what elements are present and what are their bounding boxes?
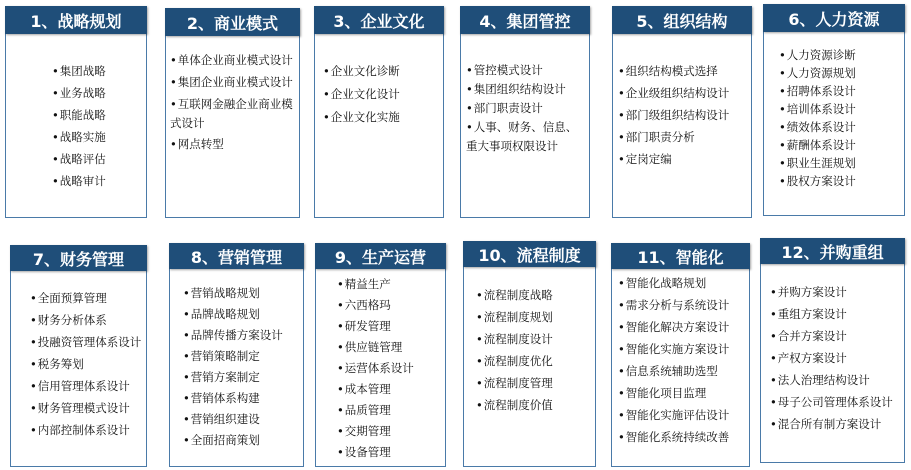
card-merger-list [770,283,893,434]
card-process-list [476,286,553,415]
list-item: •流程制度管理 [476,376,553,390]
list-item: •流程制度价值 [476,398,553,412]
list-item: •企业文化实施 [323,110,400,124]
card-intelligence-list [618,274,729,447]
card-org-structure-list [618,62,729,169]
list-item: •流程制度优化 [476,354,553,368]
list-item: •管控模式设计 [466,63,543,77]
list-item: •智能化项目监理 [618,386,707,400]
list-item: •投融资管理体系设计 [30,335,142,349]
card-business-model-list [170,51,298,154]
card-business-model-title: 2、商业模式 [165,8,300,36]
card-process-title: 10、流程制度 [463,241,596,267]
list-item: •并购方案设计 [770,285,847,299]
list-item: •品质管理 [337,403,391,417]
card-marketing-title: 8、营销管理 [169,243,304,269]
list-item: •企业级组织结构设计 [618,86,730,100]
list-item: •绩效体系设计 [779,120,856,134]
list-item: •集团战略 [52,64,106,78]
list-item: •战略审计 [52,174,106,188]
list-item: •法人治理结构设计 [770,373,870,387]
list-item: •定岗定编 [618,152,672,166]
list-item: •需求分析与系统设计 [618,298,730,312]
card-org-structure-title: 5、组织结构 [612,6,752,34]
list-item: •信用管理体系设计 [30,379,130,393]
list-item: •部门级组织结构设计 [618,108,730,122]
card-hr-title: 6、人力资源 [763,4,905,32]
list-item: •营销策略制定 [183,349,260,363]
list-item: •集团企业商业模式设计 [170,75,293,89]
list-item: •精益生产 [337,277,391,291]
list-item: •职能战略 [52,108,106,122]
list-item: •单体企业商业模式设计 [170,53,293,67]
list-item: •薪酬体系设计 [779,138,856,152]
card-group-control-list [466,61,588,156]
card-intelligence-title: 11、智能化 [611,243,750,269]
card-finance-title: 7、财务管理 [10,245,147,271]
list-item: •财务分析体系 [30,313,107,327]
list-item: •混合所有制方案设计 [770,417,882,431]
list-item: •智能化解决方案设计 [618,320,730,334]
list-item: •企业文化设计 [323,87,400,101]
card-strategy-title: 1、战略规划 [5,6,147,34]
list-item: •营销组织建设 [183,412,260,426]
list-item: •研发管理 [337,319,391,333]
list-item: •产权方案设计 [770,351,847,365]
list-item: •信息系统辅助选型 [618,364,718,378]
list-item: •战略实施 [52,130,106,144]
list-item: •智能化系统持续改善 [618,430,730,444]
card-finance-list [30,289,141,440]
card-production-list [337,275,414,462]
list-item: •人力资源诊断 [779,48,856,62]
list-item: •全面预算管理 [30,291,107,305]
list-item: •运营体系设计 [337,361,414,375]
list-item: •合并方案设计 [770,329,847,343]
list-item: •成本管理 [337,382,391,396]
list-item: •交期管理 [337,424,391,438]
list-item: •流程制度设计 [476,332,553,346]
card-merger-title: 12、并购重组 [760,238,905,264]
card-strategy-list [52,62,106,191]
list-item: •流程制度战略 [476,288,553,302]
card-marketing-list [183,284,283,450]
list-item: •六西格玛 [337,298,391,312]
card-group-control-title: 4、集团管控 [460,6,590,34]
list-item: •人事、财务、信息、重大事项权限设计 [466,120,578,153]
list-item: •供应链管理 [337,340,403,354]
list-item: •重组方案设计 [770,307,847,321]
list-item: •品牌传播方案设计 [183,328,283,342]
list-item: •职业生涯规划 [779,156,856,170]
list-item: •智能化战略规划 [618,276,707,290]
list-item: •互联网金融企业商业模式设计 [170,97,293,130]
list-item: •人力资源规划 [779,66,856,80]
list-item: •母子公司管理体系设计 [770,395,893,409]
card-hr-list [779,46,856,190]
list-item: •战略评估 [52,152,106,166]
list-item: •全面招商策划 [183,433,260,447]
list-item: •业务战略 [52,86,106,100]
list-item: •营销体系构建 [183,391,260,405]
list-item: •企业文化诊断 [323,64,400,78]
list-item: •招聘体系设计 [779,84,856,98]
list-item: •流程制度规划 [476,310,553,324]
list-item: •组织结构模式选择 [618,64,718,78]
list-item: •营销方案制定 [183,370,260,384]
list-item: •股权方案设计 [779,174,856,188]
list-item: •营销战略规划 [183,286,260,300]
card-production-title: 9、生产运营 [315,243,446,269]
list-item: •网点转型 [170,137,224,151]
list-item: •智能化实施评估设计 [618,408,730,422]
card-culture-list [323,62,400,127]
list-item: •培训体系设计 [779,102,856,116]
list-item: •财务管理模式设计 [30,401,130,415]
list-item: •设备管理 [337,445,391,459]
list-item: •部门职责设计 [466,101,543,115]
list-item: •部门职责分析 [618,130,695,144]
list-item: •集团组织结构设计 [466,82,566,96]
card-culture-title: 3、企业文化 [314,6,444,34]
list-item: •内部控制体系设计 [30,423,130,437]
list-item: •智能化实施方案设计 [618,342,730,356]
list-item: •品牌战略规划 [183,307,260,321]
list-item: •税务筹划 [30,357,84,371]
